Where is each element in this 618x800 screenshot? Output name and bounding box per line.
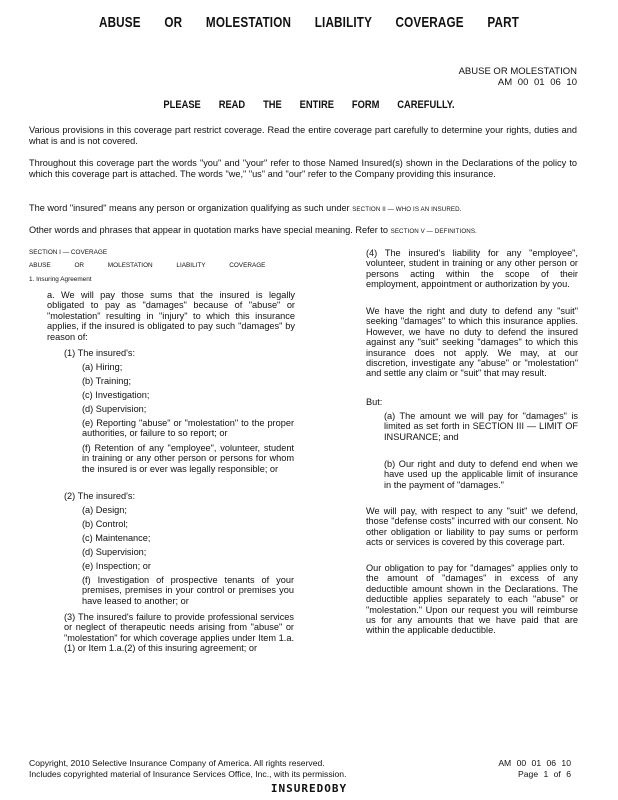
read-instruction: PLEASE READ THE ENTIRE FORM CAREFULLY. xyxy=(163,99,455,111)
sub1-item-f: (f) Retention of any "employee", volunteer, student in training or any other person or persons for whom the insured is or ever was legally responsible; or xyxy=(82,443,294,474)
sub2-item-d: (d) Supervision; xyxy=(82,547,147,557)
insuring-agreement-a: a. We will pay those sums that the insured is legally obligated to pay as "damages" because of "abuse" or "molestation" resulting in "injury" to which this insurance applies, if the insured is obligated to pay such "damages" by reason of: xyxy=(47,290,295,342)
sub1-item-c: (c) Investigation; xyxy=(82,390,150,400)
section-i-heading: SECTION I — COVERAGE xyxy=(29,249,108,256)
footer-left xyxy=(29,758,449,780)
sub1-item-d: (d) Supervision; xyxy=(82,404,147,414)
sub2-item-c: (c) Maintenance; xyxy=(82,533,151,543)
defense-costs: We will pay, with respect to any "suit" we defend, those "defense costs" incurred with our consent. No other obligation or liability to pay sums or perform acts or services is covered by this coverage part. xyxy=(366,506,578,548)
footer-right xyxy=(498,758,571,780)
deductible-obligation: Our obligation to pay for "damages" applies only to the amount of "damages" in excess of any deductible amount shown in the Declarations. The deductible applies separately to each "abuse" or "molestation." Upon our request you will reimburse us for any amounts that we have paid that are within the applicable deductible. xyxy=(366,563,578,636)
intro-paragraph-1: Various provisions in this coverage part restrict coverage. Read the entire coverage part carefully to determine your rights, duties and what is and is not covered. xyxy=(29,125,577,146)
sub2-item-e: (e) Inspection; or xyxy=(82,561,151,571)
brand-watermark: INSUREDOBY xyxy=(270,782,348,795)
intro-paragraph-3 xyxy=(29,203,577,215)
section-i-subheading: ABUSE OR MOLESTATION LIABILITY COVERAGE xyxy=(29,262,266,269)
sub1-item-a: (a) Hiring; xyxy=(82,362,123,372)
but-item-a: (a) The amount we will pay for "damages" is limited as set forth in SECTION III — LIMIT OF INSURANCE; and xyxy=(384,411,578,442)
form-name: ABUSE OR MOLESTATION xyxy=(458,66,577,77)
copyright-line: Copyright, 2010 Selective Insurance Company of America. All rights reserved. xyxy=(29,758,325,768)
sub4-text: (4) The insured's liability for any "employee", volunteer, student in training or any other person or persons acting within the scope of their employment, appointment or authorization by you. xyxy=(366,248,578,290)
footer-form-code: AM 00 01 06 10 xyxy=(498,758,571,768)
sub1-item-e: (e) Reporting "abuse" or "molestation" to the proper authorities, or failure to so report; or xyxy=(82,418,294,439)
form-identifier xyxy=(459,66,577,88)
definitions-ref: SECTION V — DEFINITIONS. xyxy=(390,228,477,235)
who-is-insured-ref: SECTION II — WHO IS AN INSURED. xyxy=(352,206,462,213)
sub1-item-b: (b) Training; xyxy=(82,376,132,386)
sub3-text: (3) The insured's failure to provide professional services or neglect of therapeutic needs arising from "abuse" or "molestation" for which coverage applies under Item 1.a.(1) or Item 1.a.(2) of this insuring agreement; or xyxy=(64,612,294,654)
iso-line: Includes copyrighted material of Insurance Services Office, Inc., with its permission. xyxy=(29,769,347,779)
sub2-item-f: (f) Investigation of prospective tenants of your premises, premises in your control or premises you have leased to another; or xyxy=(82,575,294,606)
sub2-label: (2) The insured's: xyxy=(64,491,136,501)
document-title: ABUSE OR MOLESTATION LIABILITY COVERAGE PART xyxy=(98,14,520,31)
intro-paragraph-2: Throughout this coverage part the words "you" and "your" refer to those Named Insured(s) shown in the Declarations of the policy to which this coverage part is attached. The words "we," "us" and "our" refer to the Company providing this insurance. xyxy=(29,158,577,179)
intro-paragraph-4 xyxy=(29,225,577,237)
page-number: Page 1 of 6 xyxy=(518,769,571,779)
insuring-agreement-heading: 1. Insuring Agreement xyxy=(29,276,92,283)
sub2-item-a: (a) Design; xyxy=(82,505,127,515)
but-item-b: (b) Our right and duty to defend end when we have used up the applicable limit of insurance in the payment of "damages." xyxy=(384,459,578,490)
intro-other-words-text: Other words and phrases that appear in quotation marks have special meaning. Refer to xyxy=(29,225,389,235)
duty-to-defend: We have the right and duty to defend any "suit" seeking "damages" to which this insurance applies. However, we have no duty to defend the insured against any "suit" seeking "damages" to which this insurance does not apply. We may, at our discretion, investigate any "abuse" or "molestation" and settle any claim or "suit" that may result. xyxy=(366,306,578,379)
form-code: AM 00 01 06 10 xyxy=(497,77,577,88)
sub2-item-b: (b) Control; xyxy=(82,519,128,529)
intro-insured-text: The word "insured" means any person or organization qualifying as such under xyxy=(29,203,350,213)
sub1-label: (1) The insured's: xyxy=(64,348,136,358)
but-label: But: xyxy=(366,397,383,407)
